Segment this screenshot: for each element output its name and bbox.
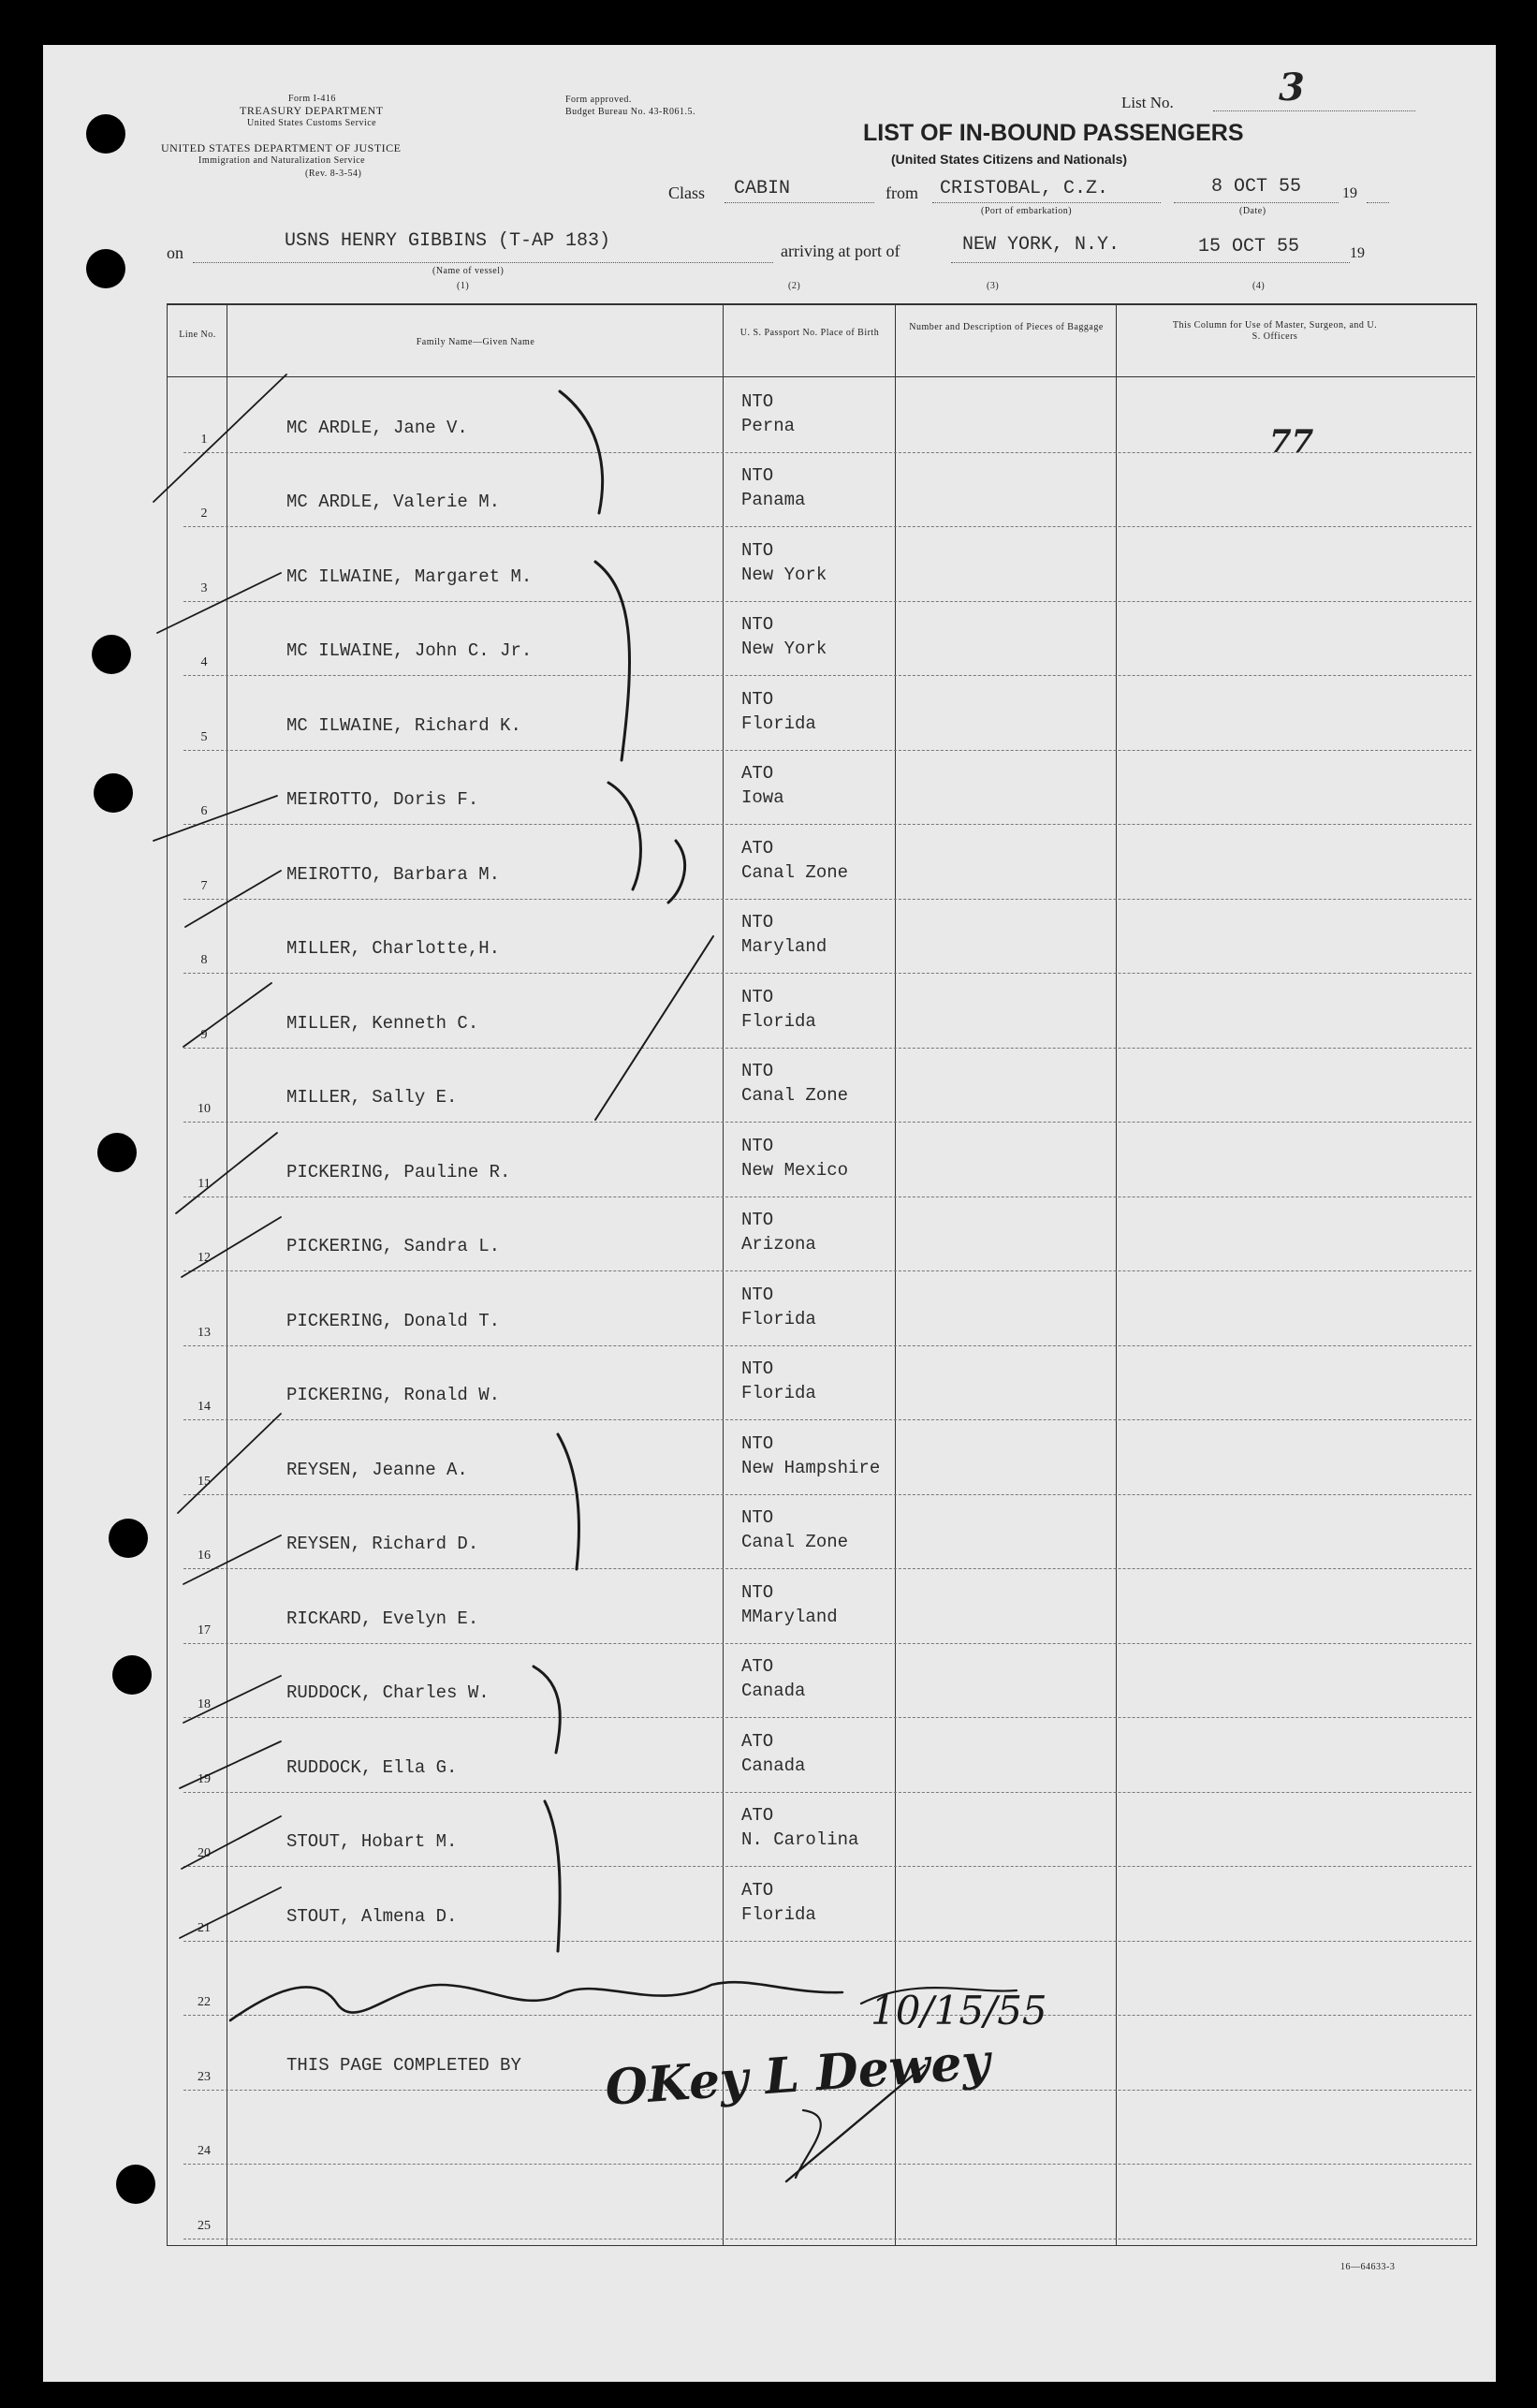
passenger-name: MC ILWAINE, John C. Jr.	[286, 640, 533, 661]
header-line-no: Line No.	[179, 330, 216, 340]
passenger-name: PICKERING, Pauline R.	[286, 1161, 511, 1182]
passenger-name: REYSEN, Jeanne A.	[286, 1459, 468, 1480]
place-of-birth: N. Carolina	[741, 1829, 859, 1850]
line-number: 25	[198, 2218, 211, 2233]
line-number: 17	[198, 1622, 211, 1637]
place-of-birth: Arizona	[741, 1234, 816, 1255]
footer-code: 16—64633-3	[1340, 2262, 1396, 2272]
passenger-name: PICKERING, Ronald W.	[286, 1385, 501, 1405]
passenger-name: MEIROTTO, Doris F.	[286, 789, 479, 810]
arrival-date: 15 OCT 55	[1198, 236, 1300, 257]
place-of-birth: New York	[741, 564, 827, 585]
line-number: 15	[198, 1474, 211, 1489]
header-officers: This Column for Use of Master, Surgeon, and U. S. Officers	[1172, 320, 1378, 342]
passport-code: NTO	[741, 539, 774, 561]
passenger-name: MILLER, Kenneth C.	[286, 1012, 479, 1034]
place-of-birth: Canada	[741, 1681, 806, 1701]
passenger-name: MC ARDLE, Jane V.	[286, 417, 468, 438]
passport-code: NTO	[741, 1135, 774, 1156]
line-number: 5	[200, 729, 208, 744]
budget-bureau: Budget Bureau No. 43-R061.5.	[565, 107, 695, 117]
vessel-caption: (Name of vessel)	[432, 266, 505, 276]
line-number: 16	[198, 1549, 211, 1563]
port-embarkation-caption: (Port of embarkation)	[981, 206, 1073, 216]
passenger-name: MEIROTTO, Barbara M.	[286, 863, 501, 885]
place-of-birth: New Mexico	[741, 1159, 849, 1181]
line-number: 4	[200, 655, 208, 669]
line-number: 22	[198, 1995, 211, 2009]
passport-code: NTO	[741, 1432, 774, 1454]
place-of-birth: New Hampshire	[741, 1457, 881, 1478]
passenger-name: MILLER, Charlotte,H.	[286, 938, 501, 959]
header-passport: U. S. Passport No. Place of Birth	[739, 328, 880, 338]
officer-note: 77	[1269, 423, 1314, 461]
line-number: 10	[198, 1102, 211, 1116]
date-caption: (Date)	[1239, 206, 1266, 216]
passport-code: NTO	[741, 986, 774, 1007]
line-number: 11	[198, 1176, 211, 1191]
passport-code: ATO	[741, 1656, 774, 1677]
col-ref-1: (1)	[457, 281, 470, 291]
justice-label: UNITED STATES DEPARTMENT OF JUSTICE	[161, 141, 402, 154]
passenger-name: MC ILWAINE, Margaret M.	[286, 565, 533, 587]
passenger-name: PICKERING, Sandra L.	[286, 1236, 501, 1256]
line-number: 3	[200, 580, 208, 595]
passenger-name: REYSEN, Richard D.	[286, 1534, 479, 1554]
from-value: CRISTOBAL, C.Z.	[940, 178, 1109, 199]
page-title: LIST OF IN-BOUND PASSENGERS	[863, 120, 1244, 146]
line-number: 19	[198, 1771, 211, 1786]
form-approved: Form approved.	[565, 95, 632, 105]
immigration-label: Immigration and Naturalization Service	[198, 155, 366, 166]
passenger-name: MC ARDLE, Valerie M.	[286, 492, 501, 512]
passport-code: ATO	[741, 837, 774, 859]
line-number: 23	[198, 2069, 211, 2084]
passenger-name: RICKARD, Evelyn E.	[286, 1608, 479, 1629]
col-ref-3: (3)	[987, 281, 1000, 291]
on-label: on	[167, 243, 183, 262]
from-label: from	[886, 184, 918, 202]
place-of-birth: Florida	[741, 1383, 816, 1403]
passenger-name: RUDDOCK, Charles W.	[286, 1682, 490, 1703]
list-no-label: List No.	[1121, 94, 1174, 111]
class-value: CABIN	[734, 178, 791, 199]
line-number: 12	[198, 1251, 211, 1265]
revision-label: (Rev. 8-3-54)	[305, 169, 362, 179]
col-ref-2: (2)	[788, 281, 801, 291]
place-of-birth: Florida	[741, 1903, 816, 1925]
page-subtitle: (United States Citizens and Nationals)	[891, 152, 1128, 167]
passport-code: NTO	[741, 912, 774, 932]
line-number: 7	[200, 878, 208, 893]
place-of-birth: MMaryland	[741, 1606, 838, 1627]
header-family-name: Family Name—Given Name	[416, 337, 535, 347]
passport-code: NTO	[741, 1284, 774, 1305]
passport-code: NTO	[741, 1061, 774, 1081]
passenger-name: PICKERING, Donald T.	[286, 1310, 501, 1331]
passport-code: NTO	[741, 614, 774, 635]
line-number: 18	[198, 1697, 211, 1711]
passport-code: ATO	[741, 1879, 774, 1901]
form-number: Form I-416	[288, 94, 336, 104]
place-of-birth: Florida	[741, 1308, 816, 1329]
passport-code: NTO	[741, 465, 774, 486]
col-ref-4: (4)	[1252, 281, 1266, 291]
passenger-name: MC ILWAINE, Richard K.	[286, 714, 521, 736]
embarkation-date: 8 OCT 55	[1211, 176, 1302, 198]
place-of-birth: Maryland	[741, 936, 827, 957]
line-number: 2	[200, 507, 208, 521]
passport-code: NTO	[741, 1210, 774, 1230]
line-number: 21	[198, 1920, 211, 1935]
place-of-birth: Canal Zone	[741, 1532, 849, 1552]
line-number: 20	[198, 1846, 211, 1860]
treasury-label: TREASURY DEPARTMENT	[240, 104, 384, 117]
signature-date: 10/15/55	[871, 1988, 1047, 2034]
list-no-value: 3	[1279, 66, 1305, 110]
passport-code: NTO	[741, 1507, 774, 1528]
passenger-name: STOUT, Almena D.	[286, 1905, 458, 1927]
year-label: 19	[1342, 185, 1357, 201]
arrival-port: NEW YORK, N.Y.	[962, 234, 1120, 256]
arrival-year-label: 19	[1350, 245, 1365, 261]
vessel-name: USNS HENRY GIBBINS (T-AP 183)	[285, 230, 611, 252]
header-baggage: Number and Description of Pieces of Baggage	[909, 322, 1104, 332]
passport-code: NTO	[741, 1581, 774, 1603]
passenger-name: RUDDOCK, Ella G.	[286, 1756, 458, 1778]
customs-label: United States Customs Service	[247, 118, 377, 128]
arriving-label: arriving at port of	[781, 242, 900, 260]
line-number: 6	[200, 804, 208, 818]
place-of-birth: Perna	[741, 415, 796, 436]
signature-name: OKey L Dewey	[603, 2033, 992, 2117]
passport-code: NTO	[741, 688, 774, 710]
place-of-birth: Canada	[741, 1755, 806, 1776]
passport-code: ATO	[741, 1805, 774, 1826]
place-of-birth: New York	[741, 639, 827, 659]
passport-code: NTO	[741, 390, 774, 412]
line-number: 9	[200, 1027, 208, 1042]
passport-code: ATO	[741, 763, 774, 784]
line-number: 24	[198, 2144, 211, 2158]
passport-code: ATO	[741, 1730, 774, 1752]
place-of-birth: Florida	[741, 1010, 816, 1032]
line-number: 13	[198, 1325, 211, 1340]
place-of-birth: Florida	[741, 712, 816, 734]
line-number: 8	[200, 953, 208, 967]
passenger-name: MILLER, Sally E.	[286, 1087, 458, 1108]
line-number: 14	[198, 1400, 211, 1414]
passenger-name: STOUT, Hobart M.	[286, 1831, 458, 1852]
line-number: 1	[200, 432, 208, 447]
place-of-birth: Iowa	[741, 787, 784, 808]
class-label: Class	[668, 184, 706, 202]
passport-code: NTO	[741, 1358, 774, 1379]
passenger-name: THIS PAGE COMPLETED BY	[286, 2054, 521, 2076]
place-of-birth: Panama	[741, 490, 806, 510]
place-of-birth: Canal Zone	[741, 861, 849, 883]
place-of-birth: Canal Zone	[741, 1085, 849, 1106]
